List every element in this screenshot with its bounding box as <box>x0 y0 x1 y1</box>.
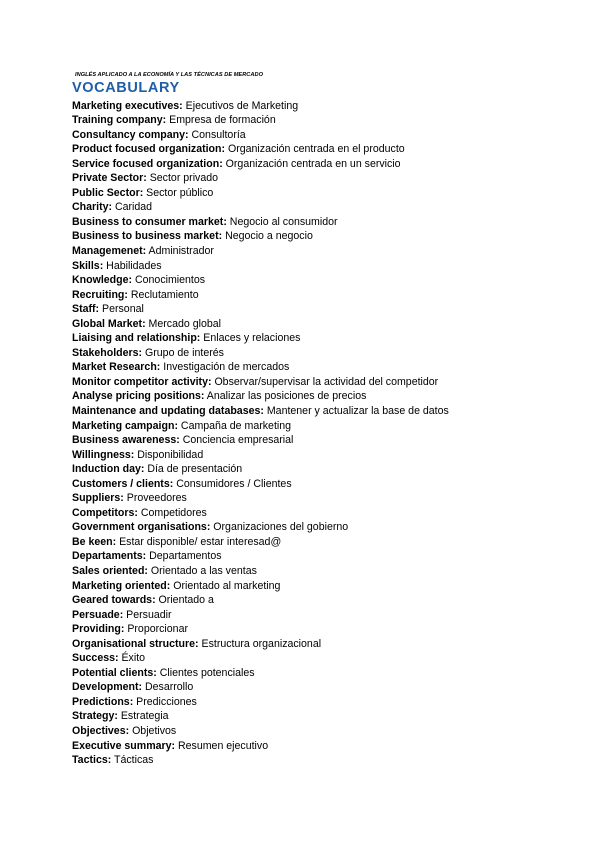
vocabulary-definition: Organizaciones del gobierno <box>210 521 349 534</box>
vocabulary-entry <box>72 448 449 463</box>
term-separator: : <box>120 623 125 636</box>
vocabulary-term: Executive summary <box>72 739 172 752</box>
term-separator: : <box>206 521 211 534</box>
vocabulary-definition: Mercado global <box>145 317 221 330</box>
vocabulary-entry <box>72 171 449 186</box>
vocabulary-list <box>72 99 449 768</box>
vocabulary-definition: Desarrollo <box>142 681 194 694</box>
vocabulary-entry <box>72 157 449 172</box>
term-separator: : <box>179 99 183 112</box>
vocabulary-entry <box>72 360 449 375</box>
vocabulary-entry <box>72 724 449 739</box>
vocabulary-definition: Administrador <box>146 244 214 257</box>
term-separator: : <box>142 317 146 330</box>
term-separator: : <box>99 259 104 272</box>
vocabulary-term: Development <box>72 681 139 694</box>
vocabulary-definition: Negocio a negocio <box>222 230 313 243</box>
vocabulary-entry <box>72 404 449 419</box>
vocabulary-term: Training company <box>72 114 163 127</box>
term-separator: : <box>130 448 135 461</box>
vocabulary-entry <box>72 535 449 550</box>
vocabulary-term: Providing <box>72 623 121 636</box>
vocabulary-entry <box>72 244 449 259</box>
vocabulary-term: Skills <box>72 259 100 272</box>
vocabulary-term: Knowledge <box>72 274 129 287</box>
term-separator: : <box>174 419 178 432</box>
vocabulary-definition: Enlaces y relaciones <box>200 332 301 345</box>
vocabulary-term: Strategy <box>72 710 115 723</box>
vocabulary-definition: Orientado al marketing <box>170 579 281 592</box>
vocabulary-definition: Estrategia <box>117 710 169 723</box>
page-title: VOCABULARY <box>72 80 180 96</box>
term-separator: : <box>153 666 157 679</box>
vocabulary-entry <box>72 709 449 724</box>
vocabulary-term: Be keen <box>72 535 113 548</box>
vocabulary-definition: Consumidores / Clientes <box>173 477 292 490</box>
vocabulary-term: Product focused organization <box>72 143 222 156</box>
vocabulary-definition: Conciencia empresarial <box>179 434 294 447</box>
term-separator: : <box>176 434 180 447</box>
term-separator: : <box>138 346 143 359</box>
vocabulary-term: Competitors <box>72 506 135 519</box>
term-separator: : <box>115 652 119 665</box>
vocabulary-entry <box>72 622 449 637</box>
term-separator: : <box>223 215 227 228</box>
vocabulary-entry <box>72 229 449 244</box>
vocabulary-term: Private Sector <box>72 172 144 185</box>
term-separator: : <box>138 681 143 694</box>
vocabulary-term: Customers / clients <box>72 477 170 490</box>
vocabulary-entry <box>72 579 449 594</box>
term-separator: : <box>152 594 156 607</box>
vocabulary-entry <box>72 346 449 361</box>
term-separator: : <box>107 754 112 767</box>
vocabulary-definition: Ejecutivos de Marketing <box>182 99 299 112</box>
term-separator: : <box>162 114 167 127</box>
vocabulary-definition: Investigación de mercados <box>160 361 290 374</box>
vocabulary-definition: Estar disponible/ estar interesad@ <box>116 535 282 548</box>
vocabulary-term: Tactics <box>72 754 108 767</box>
term-separator: : <box>219 157 223 170</box>
vocabulary-term: Marketing campaign <box>72 419 175 432</box>
term-separator: : <box>169 477 174 490</box>
vocabulary-entry <box>72 520 449 535</box>
vocabulary-term: Objectives <box>72 725 126 738</box>
vocabulary-term: Departaments <box>72 550 143 563</box>
vocabulary-term: Analyse pricing positions <box>72 390 201 403</box>
vocabulary-term: Market Research <box>72 361 157 374</box>
vocabulary-term: Organisational structure <box>72 637 196 650</box>
vocabulary-definition: Orientado a <box>155 594 214 607</box>
vocabulary-definition: Proveedores <box>123 492 187 505</box>
term-separator: : <box>156 361 161 374</box>
vocabulary-definition: Resumen ejecutivo <box>175 739 269 752</box>
vocabulary-term: Willingness <box>72 448 131 461</box>
vocabulary-entry <box>72 273 449 288</box>
vocabulary-definition: Objetivos <box>129 725 177 738</box>
vocabulary-term: Monitor competitor activity <box>72 375 208 388</box>
vocabulary-definition: Proporcionar <box>124 623 188 636</box>
vocabulary-term: Stakeholders <box>72 346 139 359</box>
vocabulary-definition: Organización centrada en el producto <box>225 143 405 156</box>
vocabulary-definition: Tácticas <box>111 754 154 767</box>
vocabulary-definition: Estructura organizacional <box>198 637 322 650</box>
vocabulary-term: Global Market <box>72 317 143 330</box>
vocabulary-definition: Grupo de interés <box>142 346 224 359</box>
term-separator: : <box>196 332 201 345</box>
term-separator: : <box>139 186 144 199</box>
term-separator: : <box>143 172 147 185</box>
vocabulary-term: Public Sector <box>72 186 140 199</box>
vocabulary-entry <box>72 608 449 623</box>
term-separator: : <box>112 535 117 548</box>
term-separator: : <box>95 303 100 316</box>
vocabulary-entry <box>72 433 449 448</box>
term-separator: : <box>108 201 113 214</box>
vocabulary-entry <box>72 113 449 128</box>
vocabulary-term: Marketing executives <box>72 99 180 112</box>
vocabulary-entry <box>72 477 449 492</box>
vocabulary-definition: Conocimientos <box>132 274 206 287</box>
vocabulary-term: Persuade <box>72 608 120 621</box>
term-separator: : <box>260 404 264 417</box>
vocabulary-definition: Organización centrada en un servicio <box>222 157 401 170</box>
term-separator: : <box>128 274 133 287</box>
vocabulary-entry <box>72 666 449 681</box>
vocabulary-term: Charity <box>72 201 109 214</box>
vocabulary-definition: Departamentos <box>146 550 222 563</box>
vocabulary-definition: Personal <box>99 303 144 316</box>
vocabulary-term: Service focused organization <box>72 157 220 170</box>
vocabulary-entry <box>72 375 449 390</box>
vocabulary-term: Geared towards <box>72 594 153 607</box>
vocabulary-entry <box>72 142 449 157</box>
vocabulary-entry <box>72 288 449 303</box>
vocabulary-entry <box>72 549 449 564</box>
vocabulary-entry <box>72 186 449 201</box>
vocabulary-term: Business to consumer market <box>72 215 224 228</box>
term-separator: : <box>119 608 124 621</box>
vocabulary-term: Marketing oriented <box>72 579 167 592</box>
vocabulary-term: Business awareness <box>72 434 177 447</box>
vocabulary-entry <box>72 491 449 506</box>
vocabulary-entry <box>72 680 449 695</box>
vocabulary-term: Consultancy company <box>72 128 186 141</box>
term-separator: : <box>134 506 138 519</box>
vocabulary-definition: Caridad <box>112 201 153 214</box>
vocabulary-definition: Persuadir <box>123 608 172 621</box>
vocabulary-definition: Éxito <box>118 652 146 665</box>
term-separator: : <box>195 637 199 650</box>
vocabulary-entry <box>72 99 449 114</box>
vocabulary-term: Induction day <box>72 463 141 476</box>
vocabulary-entry <box>72 462 449 477</box>
vocabulary-entry <box>72 637 449 652</box>
vocabulary-definition: Consultoría <box>188 128 246 141</box>
vocabulary-term: Staff <box>72 303 96 316</box>
term-separator: : <box>120 492 124 505</box>
vocabulary-term: Sales oriented <box>72 565 145 577</box>
term-separator: : <box>142 550 147 563</box>
term-separator: : <box>166 579 171 592</box>
vocabulary-definition: Orientado a las ventas <box>147 565 257 577</box>
vocabulary-term: Potential clients <box>72 666 154 679</box>
vocabulary-entry <box>72 593 449 608</box>
vocabulary-entry <box>72 200 449 215</box>
vocabulary-definition: Analizar las posiciones de precios <box>204 390 367 403</box>
term-separator: : <box>125 725 130 738</box>
vocabulary-definition: Negocio al consumidor <box>226 215 338 228</box>
term-separator: : <box>114 710 118 723</box>
vocabulary-entry <box>72 506 449 521</box>
vocabulary-entry <box>72 389 449 404</box>
vocabulary-term: Suppliers <box>72 492 121 505</box>
vocabulary-term: Managemenet <box>72 244 143 257</box>
vocabulary-entry <box>72 317 449 332</box>
vocabulary-entry <box>72 739 449 754</box>
term-separator: : <box>171 739 176 752</box>
term-separator: : <box>221 143 226 156</box>
vocabulary-term: Predictions <box>72 695 130 708</box>
vocabulary-entry <box>72 419 449 434</box>
vocabulary-definition: Sector público <box>143 186 214 199</box>
vocabulary-term: Government organisations <box>72 521 207 534</box>
vocabulary-entry <box>72 215 449 230</box>
vocabulary-entry <box>72 651 449 666</box>
vocabulary-term: Success <box>72 652 115 665</box>
term-separator: : <box>142 244 147 257</box>
vocabulary-term: Liaising and relationship <box>72 332 197 345</box>
vocabulary-definition: Reclutamiento <box>127 288 199 301</box>
term-separator: : <box>218 230 223 243</box>
vocabulary-definition: Campaña de marketing <box>177 419 292 432</box>
vocabulary-term: Business to business market <box>72 230 219 243</box>
vocabulary-entry <box>72 564 449 579</box>
vocabulary-definition: Habilidades <box>103 259 162 272</box>
vocabulary-definition: Sector privado <box>146 172 219 185</box>
vocabulary-definition: Competidores <box>137 506 207 519</box>
term-separator: : <box>185 128 189 141</box>
vocabulary-definition: Observar/supervisar la actividad del competidor <box>211 375 439 388</box>
term-separator: : <box>200 390 205 403</box>
vocabulary-entry <box>72 259 449 274</box>
vocabulary-definition: Día de presentación <box>144 463 243 476</box>
vocabulary-term: Recruiting <box>72 288 125 301</box>
term-separator: : <box>124 288 128 301</box>
vocabulary-entry <box>72 331 449 346</box>
vocabulary-definition: Disponibilidad <box>134 448 204 461</box>
vocabulary-definition: Predicciones <box>133 695 197 708</box>
vocabulary-term: Maintenance and updating databases <box>72 404 261 417</box>
vocabulary-definition: Clientes potenciales <box>156 666 255 679</box>
vocabulary-entry <box>72 695 449 710</box>
term-separator: : <box>144 565 148 577</box>
vocabulary-entry <box>72 753 449 768</box>
vocabulary-definition: Empresa de formación <box>166 114 276 127</box>
vocabulary-entry <box>72 302 449 317</box>
page-header: INGLÉS APLICADO A LA ECONOMÍA Y LAS TÉCNICAS DE MERCADO <box>75 72 263 78</box>
term-separator: : <box>140 463 145 476</box>
vocabulary-definition: Mantener y actualizar la base de datos <box>263 404 449 417</box>
vocabulary-entry <box>72 128 449 143</box>
term-separator: : <box>207 375 212 388</box>
term-separator: : <box>129 695 134 708</box>
